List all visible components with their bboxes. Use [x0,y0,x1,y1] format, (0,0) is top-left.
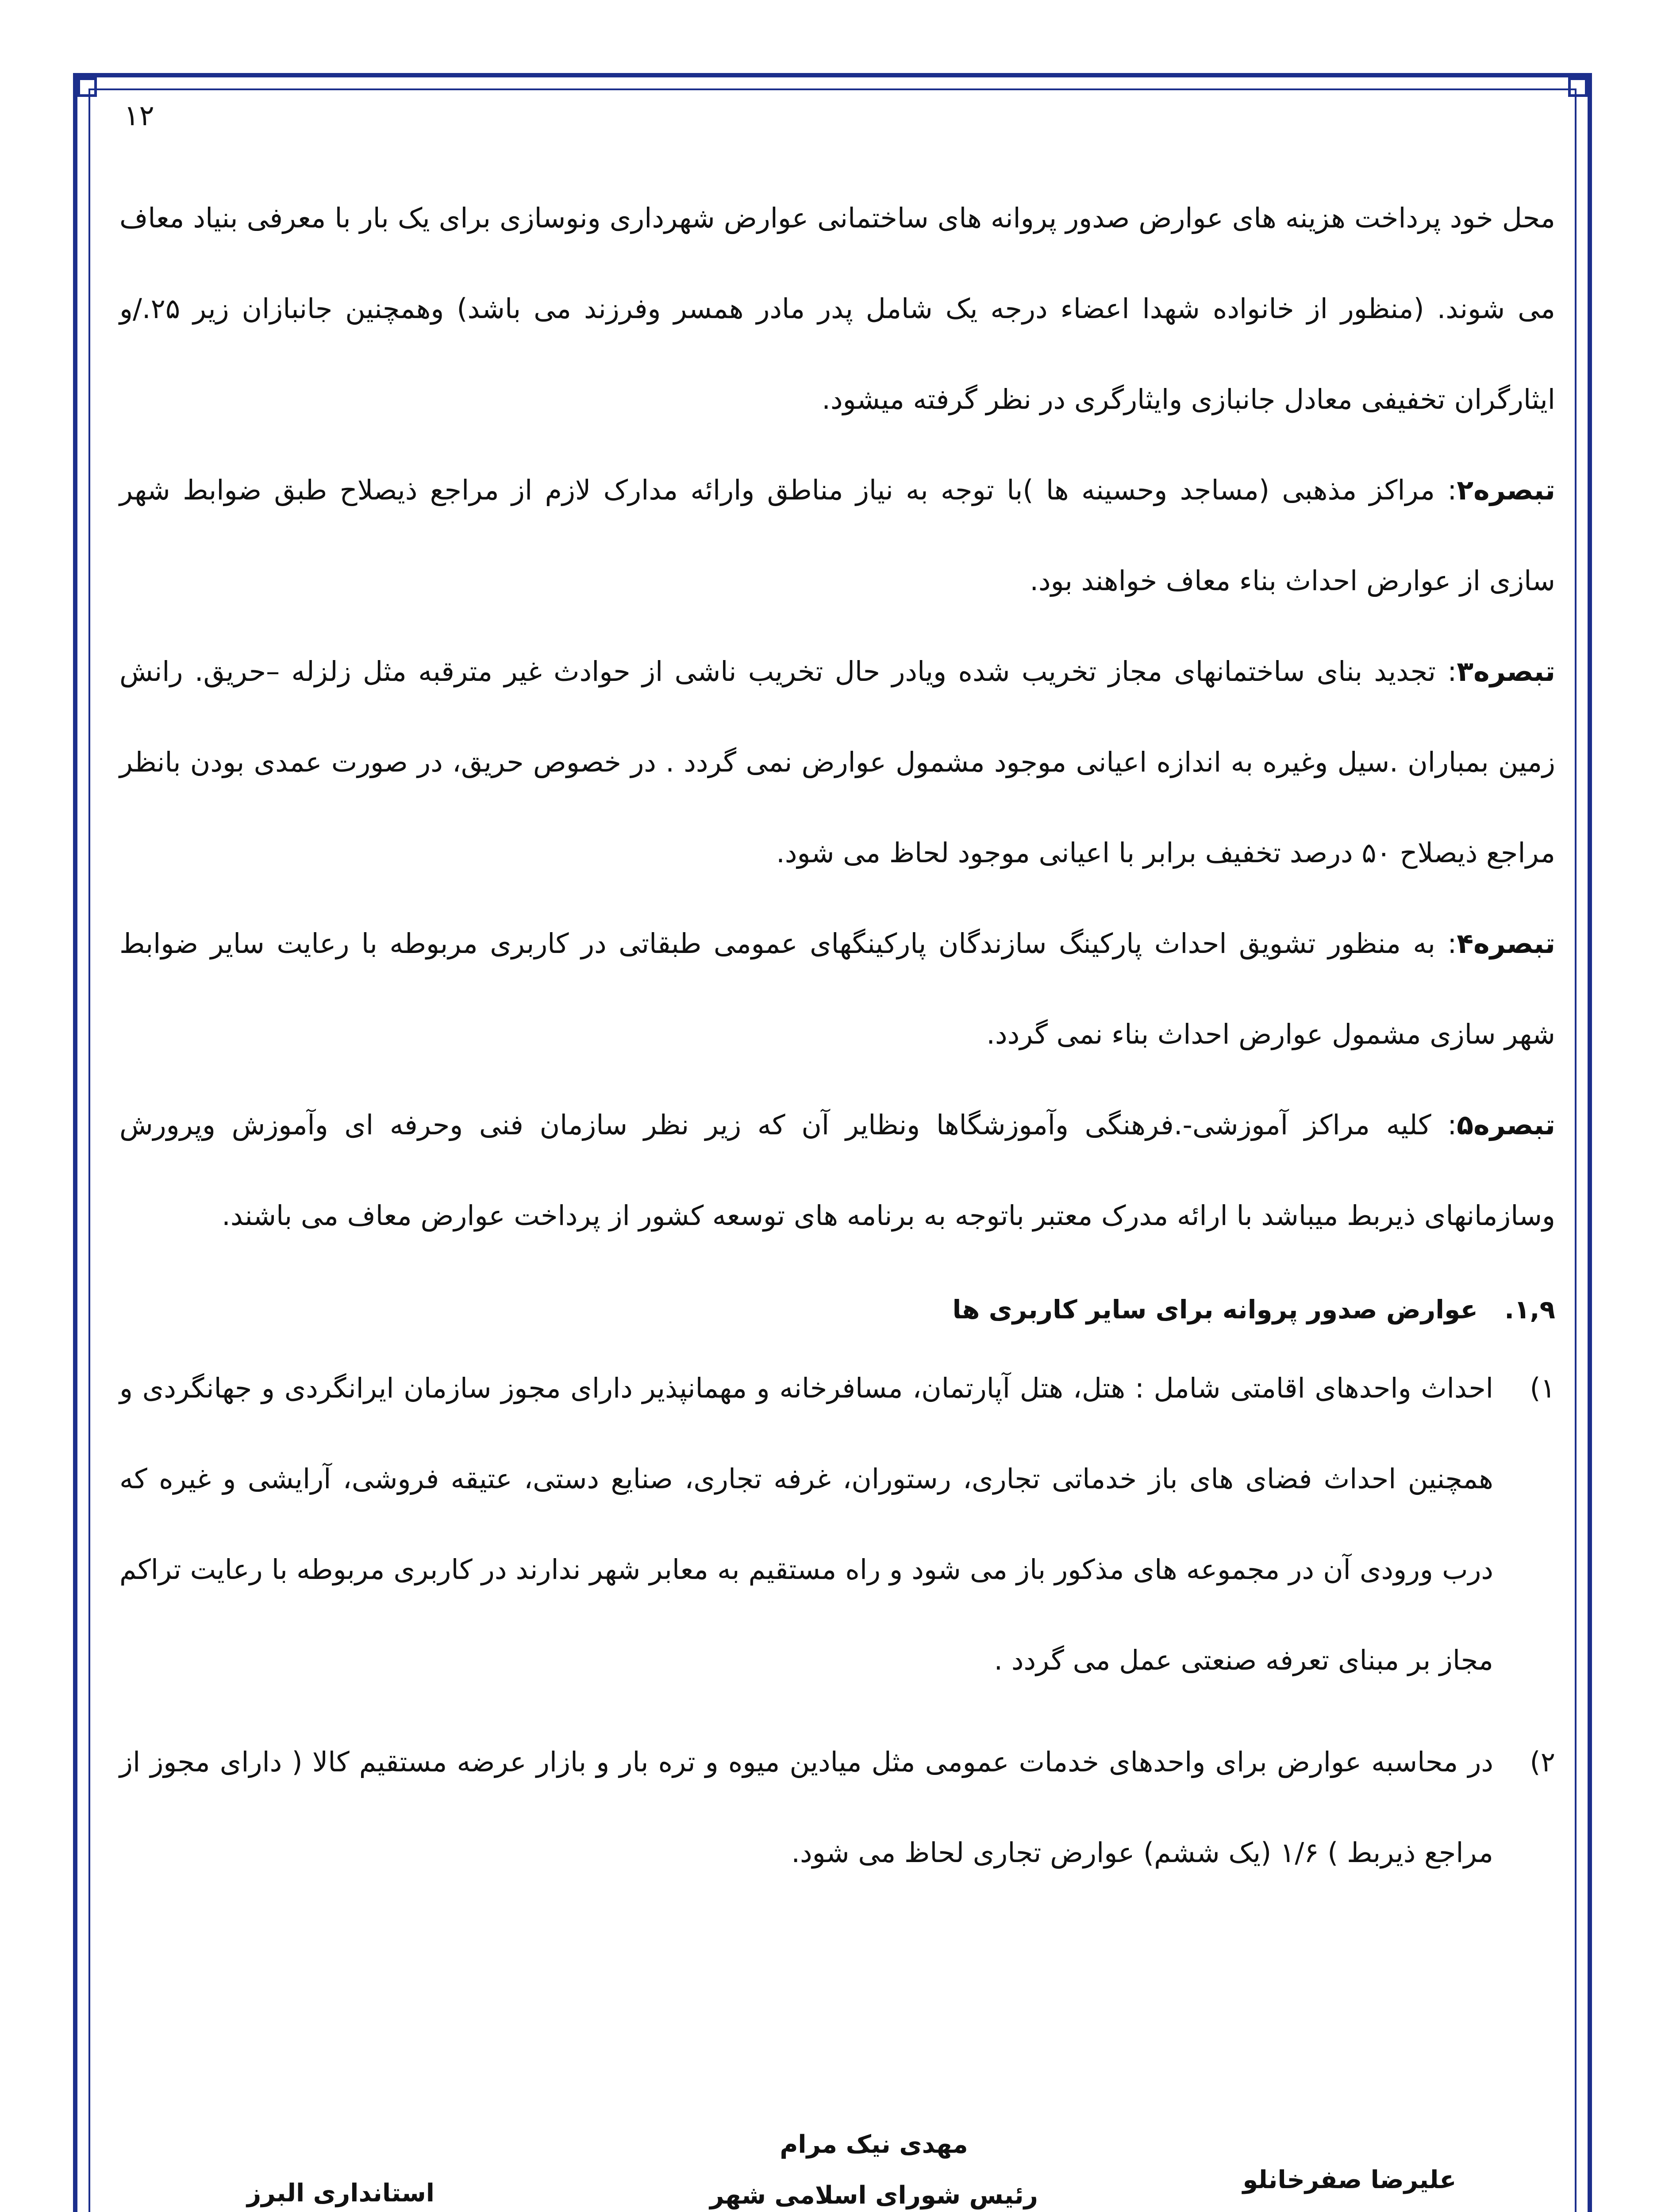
list-item-2 [119,1717,1555,1898]
section-number: ۱,۹. [1504,1294,1555,1325]
note-5-label: تبصره۵ [1457,1109,1555,1141]
border-corner-top-right [1568,77,1588,97]
signature-council-head [664,2119,1084,2212]
list-item-2-number: ۲) [1530,1746,1555,1778]
note-2 [119,445,1555,626]
note-2-text: : مراکز مذهبی (مساجد وحسینه ها )با توجه به نیاز مناطق وارائه مدارک لازم از مراجع ذیصلاح طبق ضوابط شهر سازی از عوارض احداث بناء معاف خواهند بود. [119,474,1555,597]
list-item-1-number: ۱) [1530,1372,1555,1404]
section-heading [119,1276,1555,1343]
note-4-label: تبصره۴ [1457,927,1555,960]
note-3-label: تبصره۳ [1457,655,1555,687]
page-number: ۱۲ [124,100,154,132]
signature-council-head-name: مهدی نیک مرام [780,2130,968,2159]
signature-mayor [1195,2154,1504,2212]
signature-council-head-title: رئیس شورای اسلامی شهر [710,2181,1038,2210]
note-4 [119,898,1555,1079]
signature-governorate-title: استانداری البرز [247,2179,435,2208]
note-5 [119,1079,1555,1261]
paragraph-intro: محل خود پرداخت هزینه های عوارض صدور پروانه های ساختمانی عوارض شهرداری ونوسازی برای یک بار با معرفی بنیاد معاف می شوند. (منظور از خانواده شهدا اعضاء درجه یک شامل پدر مادر همسر وفرزند می باشد) وهمچنین جانبازان زیر ۲۵./و ایثارگران تخفیفی معادل جانبازی وایثارگری در نظر گرفته میشود. [119,202,1555,415]
note-2-label: تبصره۲ [1457,474,1555,506]
section-title: عوارض صدور پروانه برای سایر کاربری ها [952,1294,1478,1325]
border-corner-top-left [77,77,97,97]
note-4-text: : به منظور تشویق احداث پارکینگ سازندگان پارکینگهای عمومی طبقاتی در کاربری مربوطه با رعایت سایر ضوابط شهر سازی مشمول عوارض احداث بناء نمی گردد. [119,927,1555,1050]
signature-governorate [186,2168,496,2212]
note-3-text: : تجدید بنای ساختمانهای مجاز تخریب شده ویادر حال تخریب ناشی از حوادث غیر مترقبه مثل زلزله –حریق. رانش زمین بمباران .سیل وغیره به اندازه اعیانی موجود مشمول عوارض نمی گردد . در خصوص حریق، در صورت عمدی بودن بانظر مراجع ذیصلاح ۵۰ درصد تخفیف برابر با اعیانی موجود لحاظ می شود. [119,655,1555,869]
list-item-1 [119,1343,1555,1705]
signature-mayor-title [1195,2205,1504,2212]
note-3 [119,626,1555,898]
list-item-1-text: احداث واحدهای اقامتی شامل : هتل، هتل آپارتمان، مسافرخانه و مهمانپذیر دارای مجوز سازمان ایرانگردی و جهانگردی و همچنین احداث فضای های باز خدماتی تجاری، رستوران، غرفه تجاری، صنایع دستی، عتیقه فروشی، آرایشی و غیره که درب ورودی آن در مجموعه های مذکور باز می شود و راه مستقیم به معابر شهر ندارند در کاربری مربوطه با رعایت تراکم مجاز بر مبنای تعرفه صنعتی عمل می گردد . [119,1372,1493,1676]
list-item-2-text: در محاسبه عوارض برای واحدهای خدمات عمومی مثل میادین میوه و تره بار و بازار عرضه مستقیم کالا ( دارای مجوز از مراجع ذیربط ) ۱/۶ (یک ششم) عوارض تجاری لحاظ می شود. [119,1746,1493,1869]
document-body [119,173,1555,1898]
signature-mayor-name: علیرضا صفرخانلو [1242,2166,1457,2194]
note-5-text: : کلیه مراکز آموزشی-.فرهنگی وآموزشگاها ونظایر آن که زیر نظر سازمان فنی وحرفه ای وآموزش وپرورش وسازمانهای ذیربط میباشد با ارائه مدرک معتبر باتوجه به برنامه های توسعه کشور از پرداخت عوارض معاف می باشند. [119,1109,1555,1232]
